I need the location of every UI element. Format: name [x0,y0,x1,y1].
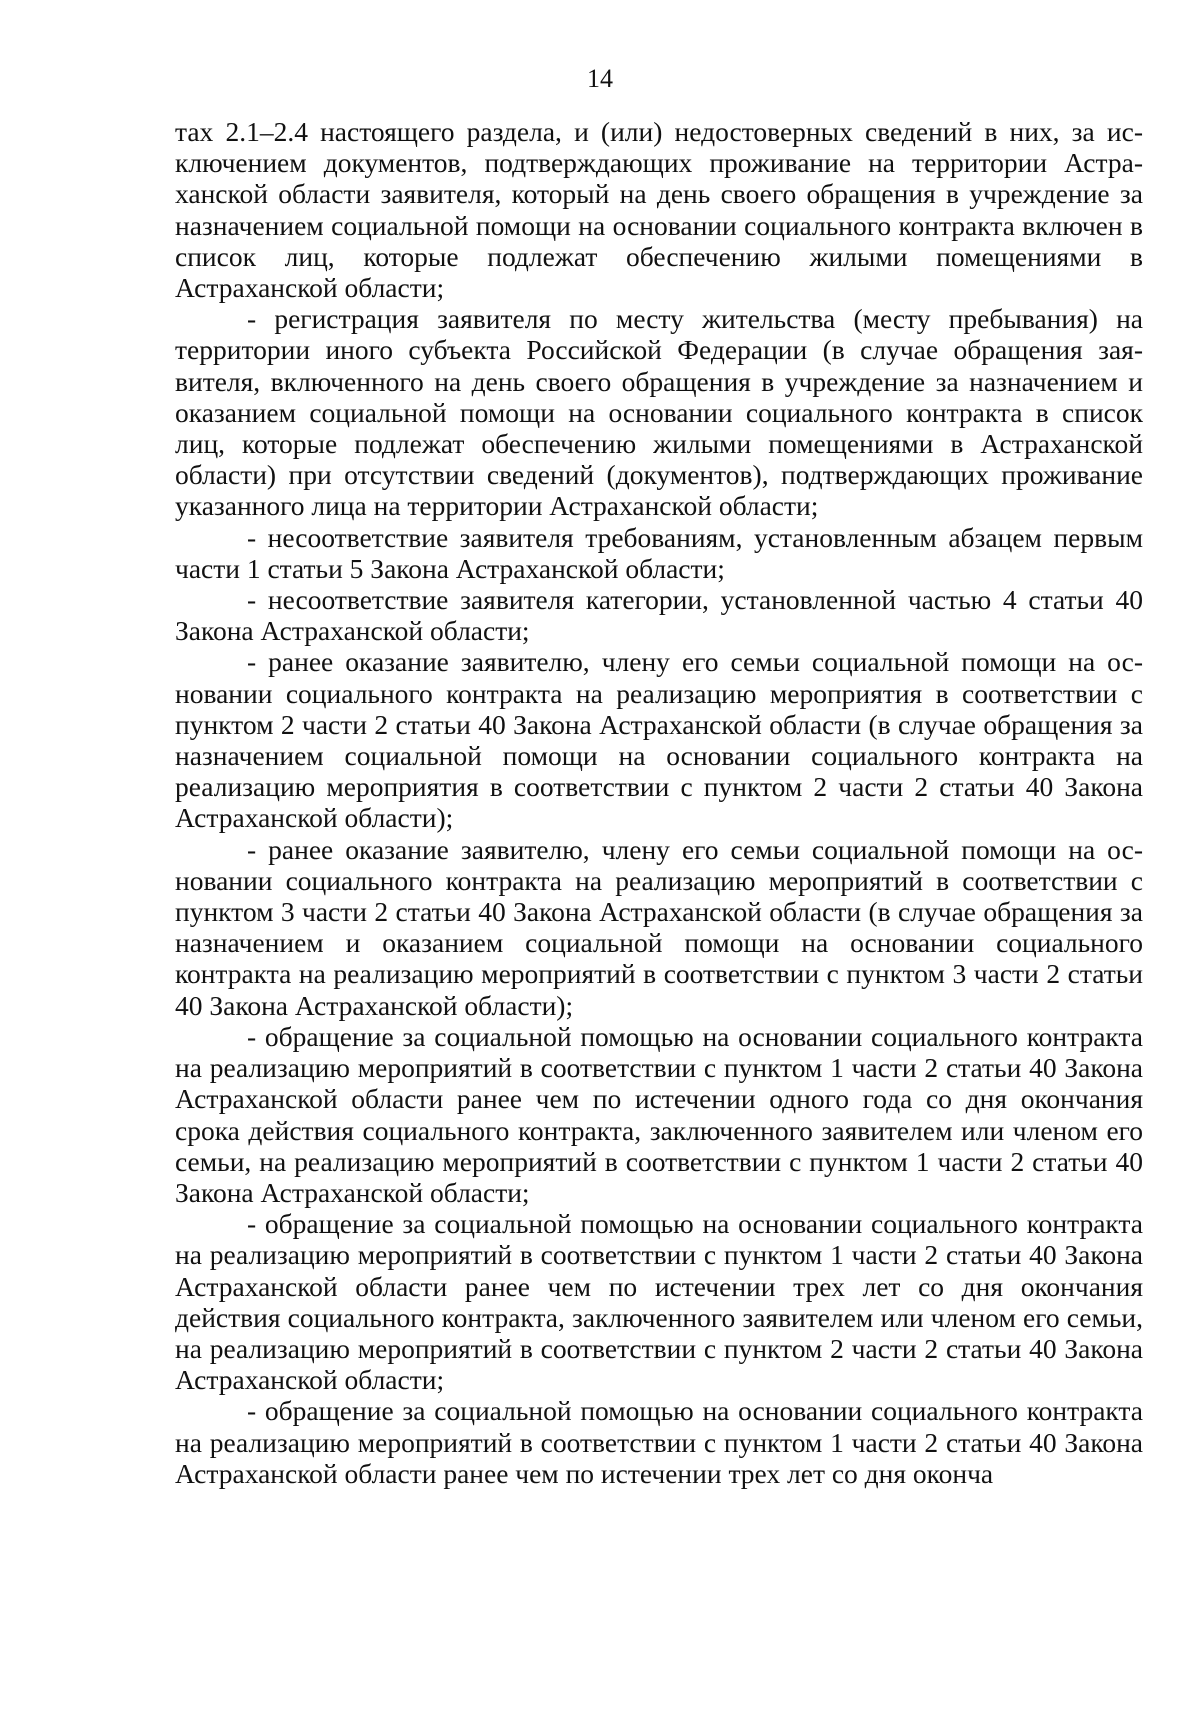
paragraph-continuation: тах 2.1–2.4 настоящего раздела, и (или) недостоверных сведений в них, за исключением документов, подтверждающих проживание на территории Астраханской области заявителя, который на день своего обращения в учреждение за назначением социальной помощи на основании социального контракта включен в список лиц, которые подлежат обеспечению жилыми помещениями в Астраханской области; [175,116,1143,304]
paragraph-application-three-years-cut: - обращение за социальной помощью на основании социального контракта на реализацию мероприятий в соответствии с пунктом 1 части 2 статьи 40 Закона Астраханской области ранее чем по истечении трех лет со дня оконча [175,1395,1143,1489]
paragraph-application-three-years-point-2: - обращение за социальной помощью на основании социального контракта на реализацию мероприятий в соответствии с пунктом 1 части 2 статьи 40 Закона Астраханской области ранее чем по истечении трех лет со дня окончания действия социального контракта, заключенного заявителем или членом его семьи, на реализацию мероприятий в соответствии с пунктом 2 части 2 статьи 40 Закона Астраханской области; [175,1208,1143,1396]
paragraph-prior-assistance-point-2: - ранее оказание заявителю, члену его семьи социальной помощи на основании социального контракта на реализацию мероприятия в соответствии с пунктом 2 части 2 статьи 40 Закона Астраханской области (в случае обращения за назначением социальной помощи на основании социального контракта на реализацию мероприятия в соответствии с пунктом 2 части 2 статьи 40 Закона Астраханской области); [175,646,1143,834]
paragraph-prior-assistance-point-3: - ранее оказание заявителю, члену его семьи социальной помощи на основании социального контракта на реализацию мероприятий в соответствии с пунктом 3 части 2 статьи 40 Закона Астраханской области (в случае обращения за назначением и оказанием социальной помощи на основании социального контракта на реализацию мероприятий в соответствии с пунктом 3 части 2 статьи 40 Закона Астраханской области); [175,833,1143,1021]
paragraph-requirements-mismatch: - несоответствие заявителя требованиям, установленным абзацем первым части 1 статьи 5 Закона Астраханской области; [175,521,1143,584]
paragraph-registration: - регистрация заявителя по месту жительства (месту пребывания) на территории иного субъекта Российской Федерации (в случае обращения заявителя, включенного на день своего обращения в учреждение за назначением и оказанием социальной помощи на основании социального контракта в список лиц, которые подлежат обеспечению жилыми помещениями в Астраханской области) при отсутствии сведений (документов), подтверждающих проживание указанного лица на территории Астраханской области; [175,303,1143,522]
paragraph-category-mismatch: - несоответствие заявителя категории, установленной частью 4 статьи 40 Закона Астраханской области; [175,584,1143,647]
document-body [175,116,1143,1489]
paragraph-application-one-year: - обращение за социальной помощью на основании социального контракта на реализацию мероприятий в соответствии с пунктом 1 части 2 статьи 40 Закона Астраханской области ранее чем по истечении одного года со дня окончания срока действия социального контракта, заключенного заявителем или членом его семьи, на реализацию мероприятий в соответствии с пунктом 1 части 2 статьи 40 Закона Астраханской области; [175,1020,1143,1208]
page-number: 14 [587,64,613,93]
